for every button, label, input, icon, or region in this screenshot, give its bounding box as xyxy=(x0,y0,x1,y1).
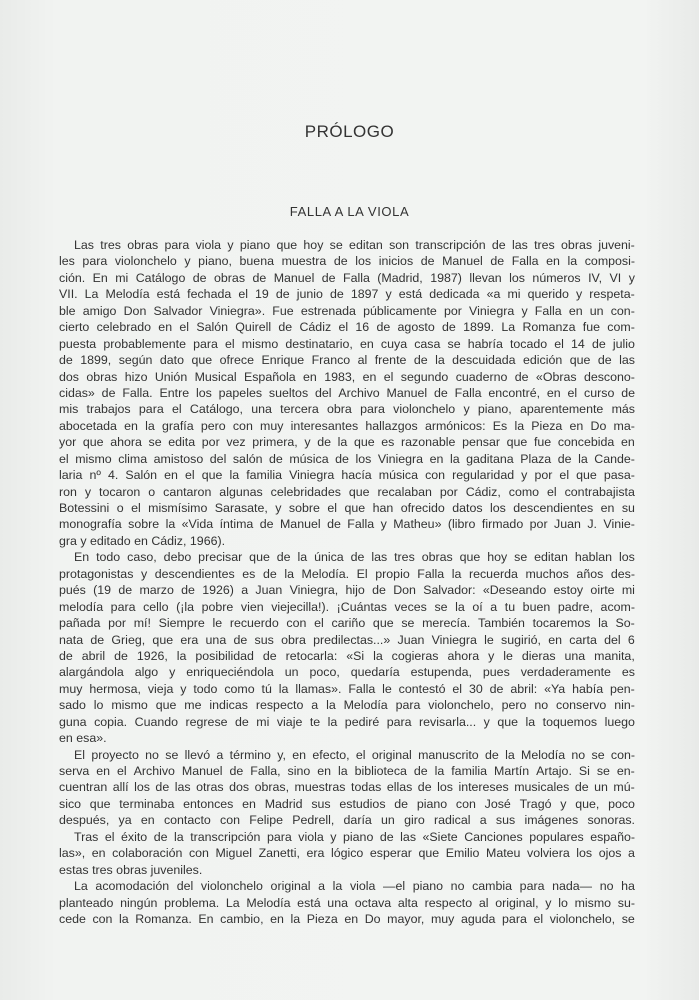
text-line: gra y editado en Cádiz, 1966). xyxy=(59,533,226,548)
text-line: yor que ahora se edita por vez primera, y de la que es razonable pensar que fue concebida en xyxy=(59,435,635,450)
text-line: cidas» de Falla. Entre los papeles sueltos del Archivo Manuel de Falla encontré, en el curso de xyxy=(59,385,635,400)
text-line: Botessini o el mismísimo Sarasate, y sobre el que han ofrecido datos los descendientes en su xyxy=(59,501,635,515)
text-line: alargándola algo y enriqueciéndola un poco, quedaría estupenda, pues verdaderamente es xyxy=(59,665,635,680)
text-line: sado lo mismo que me indicas respecto a la Melodía para violonchelo, pero no conservo nin- xyxy=(59,698,635,713)
text-line: laria nº 4. Salón en el que la familia Viniegra hacía música con regularidad y por el que pasa- xyxy=(59,468,635,483)
text-line: las», en colaboración con Miguel Zanetti, era lógico esperar que Emilio Mateu volviera los ojos a xyxy=(59,846,635,861)
text-line: sico que terminaba entonces en Madrid sus estudios de piano con José Tragó y que, poco xyxy=(59,796,635,811)
text-line: planteado ningún problema. La Melodía está una octava alta respecto al original, y lo mismo su- xyxy=(59,895,635,910)
text-line: puesta probablemente para el mismo destinatario, en cuya casa se habría tocado el 14 de julio xyxy=(59,336,635,351)
text-line: VII. La Melodía está fechada el 19 de junio de 1897 y está dedicada «a mi querido y respeta- xyxy=(59,287,635,302)
text-line: después, ya en contacto con Felipe Pedrell, daría un giro radical a sus imágenes sonoras. xyxy=(59,813,635,828)
text-line: cuentran allí los de las otras dos obras, muestras todas ellas de los intereses musicales de un mú- xyxy=(59,780,635,795)
text-line: dos obras hizo Unión Musical Española en 1983, en el segundo cuaderno de «Obras descono- xyxy=(59,369,635,384)
text-line: nata de Grieg, que era una de sus obra predilectas...» Juan Viniegra le sugirió, en carta del 6 xyxy=(59,632,635,647)
text-line: muy hermosa, vieja y todo como tú la llamas». Falla le contestó el 30 de abril: «Ya había pen- xyxy=(59,681,635,696)
text-line: guna copia. Cuando regrese de mi viaje te la pediré para revisarla... y que la toquemos luego xyxy=(59,714,635,729)
text-line: pués (19 de marzo de 1926) a Juan Viniegra, hijo de Don Salvador: «Deseando estoy oirte mi xyxy=(59,583,635,598)
text-line: les para violonchelo y piano, buena muestra de los inicios de Manuel de Falla en la composi- xyxy=(59,254,635,269)
text-line: serva en el Archivo Manuel de Falla, sino en la biblioteca de la familia Martín Artajo. Si se en- xyxy=(59,764,635,778)
text-line: mis trabajos para el Catálogo, una tercera obra para violonchelo y piano, aparentemente más xyxy=(59,402,635,417)
text-line: En todo caso, debo precisar que de la única de las tres obras que hoy se editan hablan los xyxy=(74,550,635,565)
body-text xyxy=(59,237,635,927)
text-line: ción. En mi Catálogo de obras de Manuel de Falla (Madrid, 1987) llevan los números IV, VI y xyxy=(59,270,635,285)
text-line: monografía sobre la «Vida íntima de Manuel de Falla y Matheu» (libro firmado por Juan J. Vinie- xyxy=(59,517,635,532)
text-line: pañada por mí! Siempre le recuerdo con el cariño que se merecía. También tocaremos la So- xyxy=(59,616,635,631)
section-title: FALLA A LA VIOLA xyxy=(289,204,410,219)
text-line: abocetada en la grafía pero con muy interesantes hallazgos armónicos: Es la Pieza en Do ma- xyxy=(59,418,635,433)
text-line: cede con la Romanza. En cambio, en la Pieza en Do mayor, muy aguda para el violonchelo, se xyxy=(59,911,635,926)
text-line: cierto celebrado en el Salón Quirell de Cádiz el 16 de agosto de 1899. La Romanza fue com- xyxy=(59,320,635,335)
page-title: PRÓLOGO xyxy=(304,122,395,141)
text-line: estas tres obras juveniles. xyxy=(59,862,203,877)
text-line: La acomodación del violonchelo original a la viola —el piano no cambia para nada— no ha xyxy=(74,879,635,894)
text-line: en esa». xyxy=(59,731,107,746)
text-line: melodía para cello (¡la pobre vien viejecilla!). ¡Cuántas veces se la oí a tu buen padre, acom- xyxy=(59,599,635,614)
text-line: El proyecto no se llevó a término y, en efecto, el original manuscrito de la Melodía no se con- xyxy=(74,747,635,762)
text-line: protagonistas y descendientes es de la Melodía. El propio Falla la recuerda muchos años des- xyxy=(59,566,635,581)
text-line: de 1899, según dato que ofrece Enrique Franco al frente de la descuidada edición que de las xyxy=(59,353,635,368)
text-line: Tras el éxito de la transcripción para viola y piano de las «Siete Canciones populares españo- xyxy=(74,829,635,844)
text-line: de abril de 1926, la posibilidad de retocarla: «Si la cogieras ahora y le dieras una manita, xyxy=(59,648,635,663)
text-line: Las tres obras para viola y piano que hoy se editan son transcripción de las tres obras juveni- xyxy=(74,238,635,252)
text-line: ble amigo Don Salvador Viniegra». Fue estrenada públicamente por Viniegra y Falla en un con- xyxy=(59,303,635,318)
text-line: el mismo clima amistoso del salón de música de los Viniegra en la gaditana Plaza de la Cande- xyxy=(59,451,635,466)
text-line: ron y tocaron o cantaron algunas celebridades que recalaban por Cádiz, como el contrabajista xyxy=(59,484,635,499)
